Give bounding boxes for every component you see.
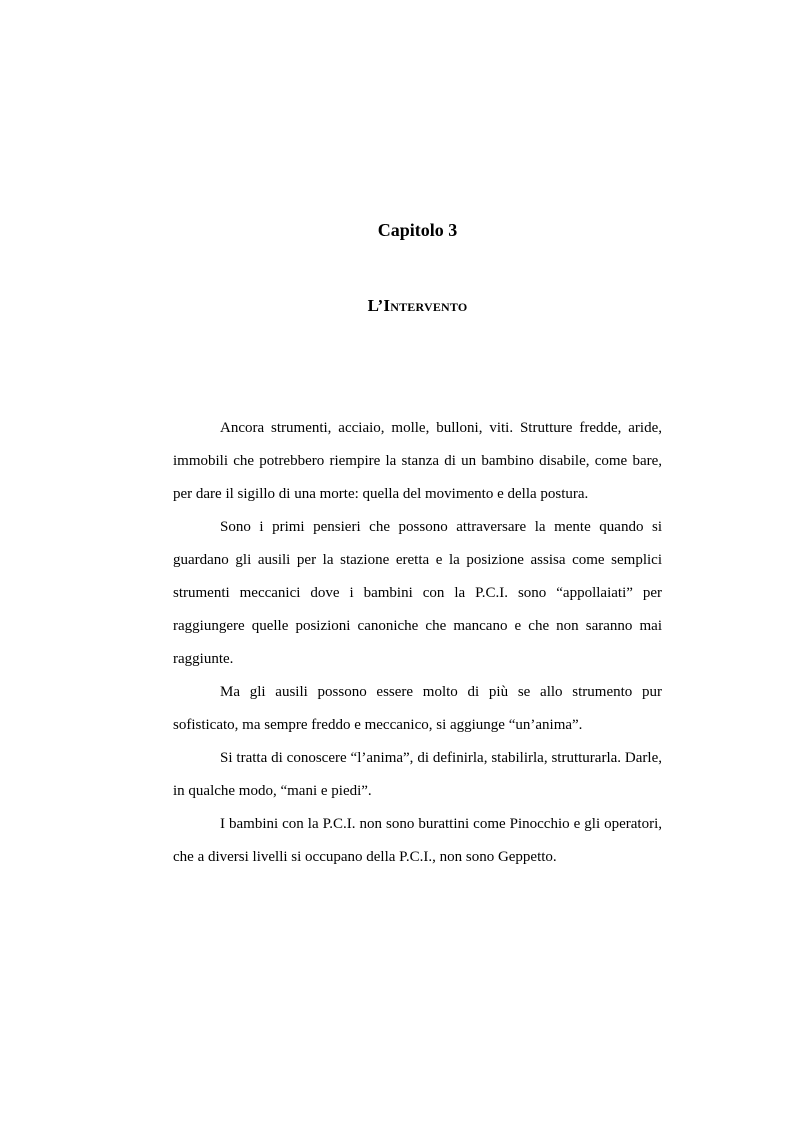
- paragraph-5: I bambini con la P.C.I. non sono burattini come Pinocchio e gli operatori, che a diversi livelli si occupano della P.C.I., non sono Geppetto.: [173, 816, 662, 865]
- chapter-body: [173, 412, 662, 874]
- paragraph-4: Si tratta di conoscere “l’anima”, di definirla, stabilirla, strutturarla. Darle, in qualche modo, “mani e piedi”.: [173, 750, 662, 799]
- chapter-title: L’Intervento: [367, 296, 468, 315]
- chapter-number: Capitolo 3: [377, 220, 458, 240]
- paragraph-3: Ma gli ausili possono essere molto di più se allo strumento pur sofisticato, ma sempre freddo e meccanico, si aggiunge “un’anima”.: [173, 684, 662, 733]
- paragraph-1: Ancora strumenti, acciaio, molle, bulloni, viti. Strutture fredde, aride, immobili che potrebbero riempire la stanza di un bambino disabile, come bare, per dare il sigillo di una morte: quella del movimento e della postura.: [173, 420, 662, 502]
- paragraph-2: Sono i primi pensieri che possono attraversare la mente quando si guardano gli ausili per la stazione eretta e la posizione assisa come semplici strumenti meccanici dove i bambini con la P.C.I. sono “appollaiati” per raggiungere quelle posizioni canoniche che mancano e che non saranno mai raggiunte.: [173, 519, 662, 667]
